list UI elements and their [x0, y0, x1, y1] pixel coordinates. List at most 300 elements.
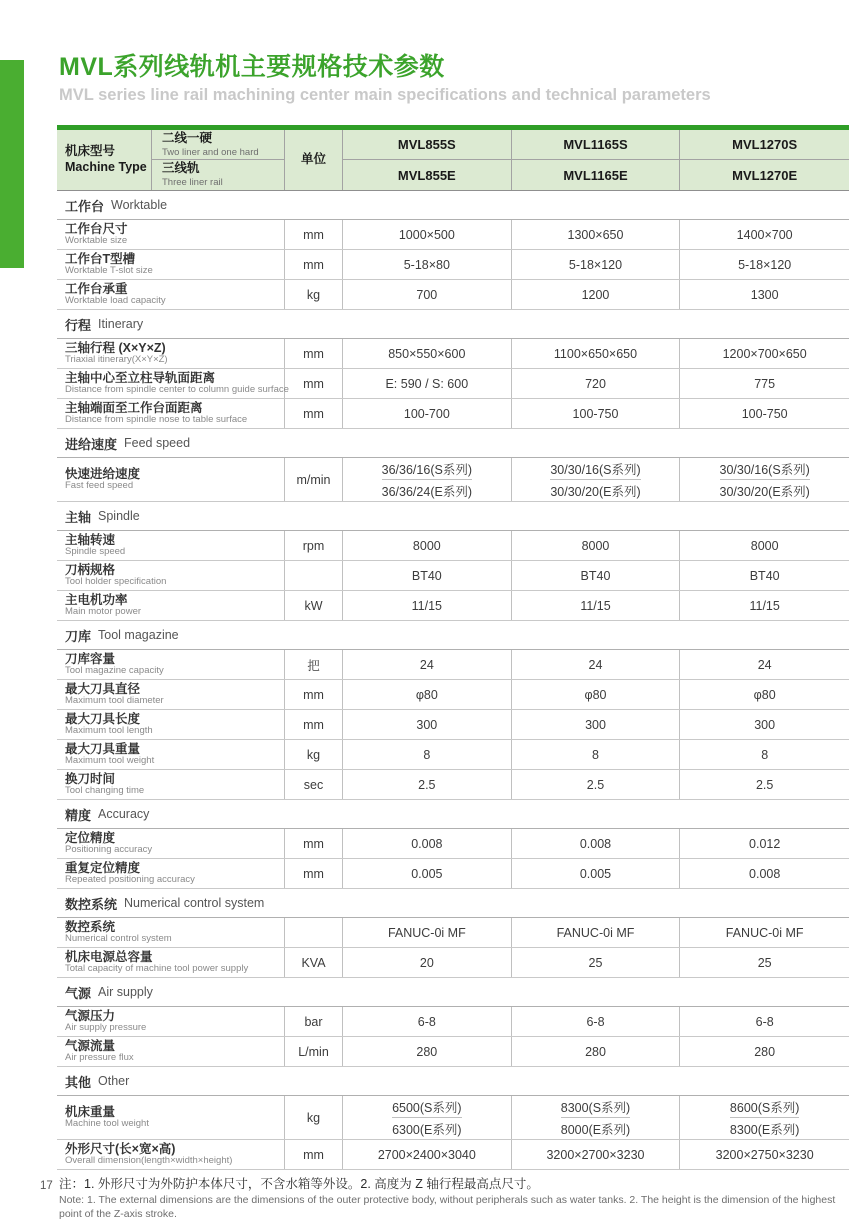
spec-label-cell: [57, 561, 285, 590]
section-title-en: Other: [98, 1074, 130, 1088]
page-subtitle: MVL series line rail machining center main specifications and technical parameters: [59, 86, 711, 104]
spec-unit: mm: [303, 836, 324, 851]
spec-unit: mm: [303, 346, 324, 361]
header-model-mvl1165s: MVL1165S: [512, 130, 681, 160]
spec-label-cell: [57, 948, 285, 977]
spec-label-cn: 最大刀具重量: [65, 741, 141, 756]
spec-value: φ80: [753, 687, 776, 702]
spec-value-top: [392, 1096, 461, 1118]
spec-label-en: Tool magazine capacity: [65, 665, 164, 677]
spec-value: 5-18×80: [403, 257, 450, 272]
spec-label-en: Positioning accuracy: [65, 844, 153, 856]
section-title-en: Numerical control system: [124, 896, 265, 910]
spec-value-cell: [343, 1037, 512, 1066]
spec-value: 6500(S系列): [392, 1100, 462, 1115]
spec-row: [57, 1007, 849, 1037]
spec-value: 280: [585, 1044, 606, 1059]
section-header-row: [57, 978, 849, 1007]
spec-unit-cell: [285, 591, 343, 620]
section-title-en: Tool magazine: [98, 628, 179, 642]
spec-value: 6-8: [755, 1014, 774, 1029]
spec-value: 280: [416, 1044, 438, 1059]
spec-unit-cell: [285, 339, 343, 368]
spec-label-en: Air pressure flux: [65, 1052, 134, 1064]
header-machine-type: [57, 130, 152, 190]
spec-row: [57, 1140, 849, 1170]
section-title-cn: 行程: [65, 317, 92, 333]
spec-value: φ80: [415, 687, 438, 702]
spec-value: 24: [757, 657, 772, 672]
spec-label-en: Spindle speed: [65, 546, 126, 558]
spec-label-cn: 外形尺寸(长×宽×高): [65, 1141, 176, 1156]
spec-unit: sec: [303, 777, 324, 792]
section-header-row: [57, 429, 849, 458]
spec-value-cell: [680, 1007, 849, 1036]
header-rail1-en: Two liner and one hard: [162, 146, 259, 158]
spec-value-cell: [512, 680, 681, 709]
spec-value-cell: [343, 280, 512, 309]
spec-label-cn: 换刀时间: [65, 771, 116, 786]
spec-value-cell: [512, 829, 681, 858]
spec-unit: 把: [307, 658, 320, 673]
spec-unit: kg: [306, 287, 321, 302]
spec-value-bottom: [561, 1118, 630, 1139]
spec-value-cell: [512, 770, 681, 799]
spec-label-cn: 工作台T型槽: [65, 251, 136, 266]
spec-value: 280: [754, 1044, 776, 1059]
spec-label-cn: 机床电源总容量: [65, 949, 153, 964]
spec-row: [57, 770, 849, 800]
spec-value: 8000: [412, 538, 441, 553]
spec-label-cell: [57, 680, 285, 709]
spec-value: 0.005: [411, 866, 443, 881]
spec-unit-cell: [285, 829, 343, 858]
spec-value-cell: [680, 859, 849, 888]
spec-row: [57, 591, 849, 621]
spec-label-cn: 刀柄规格: [65, 562, 116, 577]
spec-unit-cell: [285, 859, 343, 888]
spec-value: 30/30/16(S系列): [719, 462, 810, 477]
spec-unit: m/min: [296, 472, 331, 487]
spec-value-cell: [343, 829, 512, 858]
spec-row: [57, 1096, 849, 1140]
spec-unit-cell: [285, 1037, 343, 1066]
spec-label-cn: 主轴转速: [65, 532, 116, 547]
spec-unit: KVA: [301, 955, 326, 970]
spec-value: BT40: [580, 568, 611, 583]
spec-value-cell: [343, 650, 512, 679]
spec-value-bottom: [550, 480, 640, 501]
spec-label-cn: 工作台尺寸: [65, 221, 128, 236]
spec-label-en: Machine tool weight: [65, 1118, 149, 1130]
section-title-en: Feed speed: [124, 436, 191, 450]
spec-label-cell: [57, 250, 285, 279]
spec-label-cn: 气源压力: [65, 1008, 116, 1023]
spec-label-en: Worktable load capacity: [65, 295, 166, 307]
spec-value: FANUC-0i MF: [387, 925, 466, 940]
spec-value: 36/36/24(E系列): [381, 484, 472, 499]
section-title-cn: 精度: [65, 807, 92, 823]
spec-value-cell: [512, 561, 681, 590]
spec-value-cell: [512, 220, 681, 249]
spec-label-en: Overall dimension(length×width×height): [65, 1155, 233, 1167]
spec-value-cell: [680, 948, 849, 977]
spec-unit-cell: [285, 250, 343, 279]
spec-value: 24: [588, 657, 603, 672]
spec-value-cell: [680, 280, 849, 309]
spec-value: 100-700: [403, 406, 450, 421]
spec-value: 0.012: [749, 836, 781, 851]
spec-value: 6-8: [586, 1014, 605, 1029]
spec-label-cell: [57, 770, 285, 799]
spec-value: FANUC-0i MF: [725, 925, 804, 940]
header-model-mvl1270s: MVL1270S: [680, 130, 849, 160]
spec-row: [57, 250, 849, 280]
spec-value-bottom: [720, 480, 810, 501]
spec-value: 8000: [581, 538, 610, 553]
spec-label-cell: [57, 829, 285, 858]
section-header-row: [57, 889, 849, 918]
spec-value-cell: [512, 458, 681, 501]
spec-value: 11/15: [580, 598, 611, 613]
spec-value: 30/30/20(E系列): [719, 484, 810, 499]
spec-value: 5-18×120: [568, 257, 623, 272]
spec-unit-cell: [285, 458, 343, 501]
spec-row: [57, 680, 849, 710]
spec-row: [57, 740, 849, 770]
spec-value: 0.008: [579, 836, 612, 851]
left-accent-bar: [0, 60, 24, 268]
spec-value-cell: [680, 829, 849, 858]
spec-unit: mm: [303, 257, 324, 272]
spec-row: [57, 829, 849, 859]
spec-label-cell: [57, 1037, 285, 1066]
spec-value-cell: [343, 220, 512, 249]
spec-unit-cell: [285, 918, 343, 947]
spec-value-cell: [343, 591, 512, 620]
header-rail2-en: Three liner rail: [162, 177, 223, 189]
spec-value: 8: [592, 747, 599, 762]
spec-value-top: [730, 1096, 799, 1118]
spec-value: 720: [585, 376, 606, 391]
spec-label-en: Worktable T-slot size: [65, 265, 153, 277]
spec-label-cn: 气源流量: [65, 1038, 116, 1053]
spec-label-en: Numerical control system: [65, 933, 172, 945]
spec-value: 30/30/16(S系列): [550, 462, 641, 477]
spec-label-en: Maximum tool weight: [65, 755, 155, 767]
section-header-row: [57, 310, 849, 339]
spec-unit-cell: [285, 369, 343, 398]
header-unit-label: 单位: [300, 152, 326, 167]
spec-label-en: Worktable size: [65, 235, 128, 247]
spec-row: [57, 399, 849, 429]
page-content: [57, 52, 849, 1221]
spec-row: [57, 918, 849, 948]
spec-value: 1100×650×650: [553, 346, 638, 361]
spec-value: 8: [761, 747, 769, 762]
spec-unit: bar: [304, 1014, 323, 1029]
spec-value: 25: [757, 955, 772, 970]
section-header-row: [57, 191, 849, 220]
spec-label-cn: 主轴中心至立柱导轨面距离: [65, 370, 216, 385]
footnote-cn: 注：1. 外形尺寸为外防护本体尺寸，不含水箱等外设。2. 高度为 Z 轴行程最高点尺寸。: [59, 1177, 539, 1191]
spec-value-cell: [680, 339, 849, 368]
spec-unit: L/min: [298, 1044, 329, 1059]
spec-value: 11/15: [411, 598, 442, 613]
section-title-cn: 主轴: [65, 509, 92, 525]
spec-row: [57, 859, 849, 889]
spec-unit-cell: [285, 740, 343, 769]
spec-label-cell: [57, 918, 285, 947]
table-header: [57, 130, 849, 191]
spec-label-en: Fast feed speed: [65, 480, 134, 492]
spec-label-cell: [57, 531, 285, 560]
spec-value: 2700×2400×3040: [377, 1147, 476, 1162]
spec-value-cell: [512, 948, 681, 977]
spec-label-en: Main motor power: [65, 606, 142, 618]
spec-unit-cell: [285, 948, 343, 977]
spec-value-cell: [680, 740, 849, 769]
spec-unit-cell: [285, 280, 343, 309]
spec-label-cn: 刀库容量: [65, 651, 116, 666]
spec-value: 2.5: [418, 777, 436, 792]
spec-value-cell: [680, 710, 849, 739]
spec-label-cell: [57, 650, 285, 679]
spec-unit-cell: [285, 561, 343, 590]
page-title: MVL系列线轨机主要规格技术参数: [59, 53, 445, 81]
spec-value-cell: [680, 1096, 849, 1139]
spec-value: 20: [419, 955, 434, 970]
spec-value-cell: [680, 591, 849, 620]
spec-value-bottom: [392, 1118, 461, 1139]
header-rail-type-2: [152, 160, 285, 190]
spec-label-cell: [57, 399, 285, 428]
spec-unit: mm: [303, 866, 324, 881]
spec-value-cell: [512, 591, 681, 620]
spec-value-cell: [512, 1037, 681, 1066]
spec-value-cell: [680, 1140, 849, 1169]
spec-unit: mm: [303, 376, 324, 391]
table-body: [57, 191, 849, 1170]
spec-label-cn: 主电机功率: [65, 592, 128, 607]
spec-value: BT40: [411, 568, 442, 583]
spec-unit: kW: [304, 598, 323, 613]
spec-unit: kg: [306, 1110, 321, 1125]
spec-label-cn: 最大刀具直径: [65, 681, 141, 696]
footnote-en: Note: 1. The external dimensions are the dimensions of the outer protective body, without peripherals such as water tanks. 2. The height is the dimension of the highest point of the Z-axis stroke.: [59, 1193, 836, 1221]
spec-label-cell: [57, 740, 285, 769]
spec-label-cn: 最大刀具长度: [65, 711, 141, 726]
spec-label-en: Triaxial itinerary(X×Y×Z): [65, 354, 168, 366]
spec-value-cell: [343, 1096, 512, 1139]
spec-value: 30/30/20(E系列): [550, 484, 641, 499]
section-header-row: [57, 502, 849, 531]
spec-value-cell: [343, 859, 512, 888]
spec-label-en: Air supply pressure: [65, 1022, 147, 1034]
spec-value-cell: [343, 680, 512, 709]
header-machine-type-cn: 机床型号: [65, 144, 116, 159]
spec-label-cell: [57, 859, 285, 888]
spec-value: 1400×700: [736, 227, 793, 242]
spec-value: 1300×650: [567, 227, 624, 242]
spec-value-cell: [680, 250, 849, 279]
section-title-cn: 其他: [65, 1074, 92, 1090]
spec-value: 0.008: [749, 866, 781, 881]
spec-value: 2.5: [586, 777, 605, 792]
spec-unit: mm: [303, 1147, 324, 1162]
spec-value: 8300(E系列): [729, 1122, 800, 1137]
spec-label-cell: [57, 339, 285, 368]
spec-value: 0.005: [579, 866, 612, 881]
spec-label-cn: 快速进给速度: [65, 466, 141, 481]
spec-value: 8000(E系列): [560, 1122, 631, 1137]
spec-value: 11/15: [749, 598, 780, 613]
spec-value: 8: [423, 747, 431, 762]
spec-value: 36/36/16(S系列): [381, 462, 472, 477]
spec-value: 850×550×600: [388, 346, 466, 361]
spec-row: [57, 339, 849, 369]
spec-value-top: [720, 458, 810, 480]
spec-row: [57, 220, 849, 250]
spec-value-cell: [512, 369, 681, 398]
section-title-en: Worktable: [111, 198, 168, 212]
spec-value-cell: [680, 770, 849, 799]
spec-value: 1200×700×650: [722, 346, 807, 361]
spec-value-top: [382, 458, 472, 480]
spec-row: [57, 531, 849, 561]
spec-value-cell: [512, 918, 681, 947]
header-machine-type-en: Machine Type: [65, 160, 147, 174]
spec-label-cell: [57, 710, 285, 739]
spec-label-cell: [57, 458, 285, 501]
spec-value-cell: [343, 458, 512, 501]
spec-value: φ80: [584, 687, 607, 702]
spec-row: [57, 561, 849, 591]
section-title-cn: 进给速度: [65, 436, 118, 452]
spec-value-cell: [512, 1007, 681, 1036]
spec-value-cell: [680, 399, 849, 428]
spec-value: 25: [588, 955, 603, 970]
header-rail-type-1: [152, 130, 285, 160]
spec-value-cell: [512, 339, 681, 368]
spec-value-bottom: [730, 1118, 799, 1139]
spec-value: E: 590 / S: 600: [385, 376, 469, 391]
spec-row: [57, 948, 849, 978]
spec-unit: mm: [303, 687, 324, 702]
section-title-en: Spindle: [98, 509, 140, 523]
spec-unit: rpm: [302, 538, 325, 553]
section-title-cn: 数控系统: [65, 896, 118, 912]
spec-label-cell: [57, 591, 285, 620]
spec-value-cell: [512, 859, 681, 888]
spec-value-bottom: [382, 480, 472, 501]
section-header-row: [57, 800, 849, 829]
spec-value: 775: [754, 376, 776, 391]
footnotes: [57, 1176, 849, 1221]
section-title-cn: 刀库: [65, 628, 92, 644]
spec-value-cell: [680, 680, 849, 709]
spec-value-top: [550, 458, 640, 480]
spec-label-cell: [57, 1140, 285, 1169]
header-model-mvl1165e: MVL1165E: [512, 160, 681, 190]
spec-value-cell: [343, 918, 512, 947]
spec-unit: mm: [303, 717, 324, 732]
spec-value: 3200×2700×3230: [546, 1147, 645, 1162]
section-title-cn: 工作台: [65, 198, 105, 214]
spec-value-cell: [680, 918, 849, 947]
spec-unit-cell: [285, 680, 343, 709]
spec-value-cell: [343, 948, 512, 977]
spec-label-cell: [57, 280, 285, 309]
spec-row: [57, 369, 849, 399]
spec-label-cell: [57, 220, 285, 249]
header-model-mvl855s: MVL855S: [343, 130, 512, 160]
spec-row: [57, 710, 849, 740]
spec-value: BT40: [749, 568, 780, 583]
spec-value: 8000: [750, 538, 779, 553]
spec-value: 300: [585, 717, 606, 732]
spec-value: 0.008: [411, 836, 443, 851]
spec-label-en: Maximum tool length: [65, 725, 153, 737]
spec-value-cell: [512, 740, 681, 769]
spec-row: [57, 280, 849, 310]
spec-value-cell: [680, 369, 849, 398]
spec-unit-cell: [285, 1007, 343, 1036]
spec-value-cell: [680, 531, 849, 560]
spec-label-cell: [57, 369, 289, 398]
spec-value-cell: [343, 531, 512, 560]
spec-value-cell: [343, 770, 512, 799]
spec-label-en: Repeated positioning accuracy: [65, 874, 195, 886]
spec-value: 8600(S系列): [729, 1100, 800, 1115]
spec-unit-cell: [285, 770, 343, 799]
spec-value-cell: [343, 250, 512, 279]
header-rail2-cn: 三线轨: [162, 161, 200, 176]
section-title-cn: 气源: [65, 985, 92, 1001]
spec-value: 6-8: [417, 1014, 436, 1029]
spec-value-cell: [680, 458, 849, 501]
spec-value-cell: [343, 561, 512, 590]
spec-unit-cell: [285, 710, 343, 739]
spec-value-cell: [680, 1037, 849, 1066]
spec-value-cell: [343, 339, 512, 368]
spec-value-cell: [512, 1096, 681, 1139]
spec-value: 1000×500: [398, 227, 455, 242]
spec-label-en: Tool holder specification: [65, 576, 167, 588]
spec-value: 100-750: [741, 406, 788, 421]
spec-value-cell: [680, 220, 849, 249]
spec-label-cn: 主轴端面至工作台面距离: [65, 400, 203, 415]
spec-unit-cell: [285, 531, 343, 560]
spec-value: 700: [416, 287, 438, 302]
spec-label-en: Distance from spindle nose to table surface: [65, 414, 248, 426]
spec-value: 5-18×120: [738, 257, 792, 272]
section-header-row: [57, 1067, 849, 1096]
spec-label-cn: 定位精度: [65, 830, 116, 845]
spec-value-cell: [343, 1140, 512, 1169]
spec-value: 100-750: [572, 406, 619, 421]
spec-value-cell: [512, 280, 681, 309]
spec-value-cell: [343, 1007, 512, 1036]
spec-unit: mm: [303, 227, 324, 242]
spec-row: [57, 458, 849, 502]
spec-label-en: Distance from spindle center to column guide surface: [65, 384, 289, 396]
section-title-en: Accuracy: [98, 807, 150, 821]
spec-value: 6300(E系列): [392, 1122, 462, 1137]
spec-value-cell: [343, 399, 512, 428]
spec-value: 1300: [750, 287, 779, 302]
spec-value-cell: [512, 710, 681, 739]
